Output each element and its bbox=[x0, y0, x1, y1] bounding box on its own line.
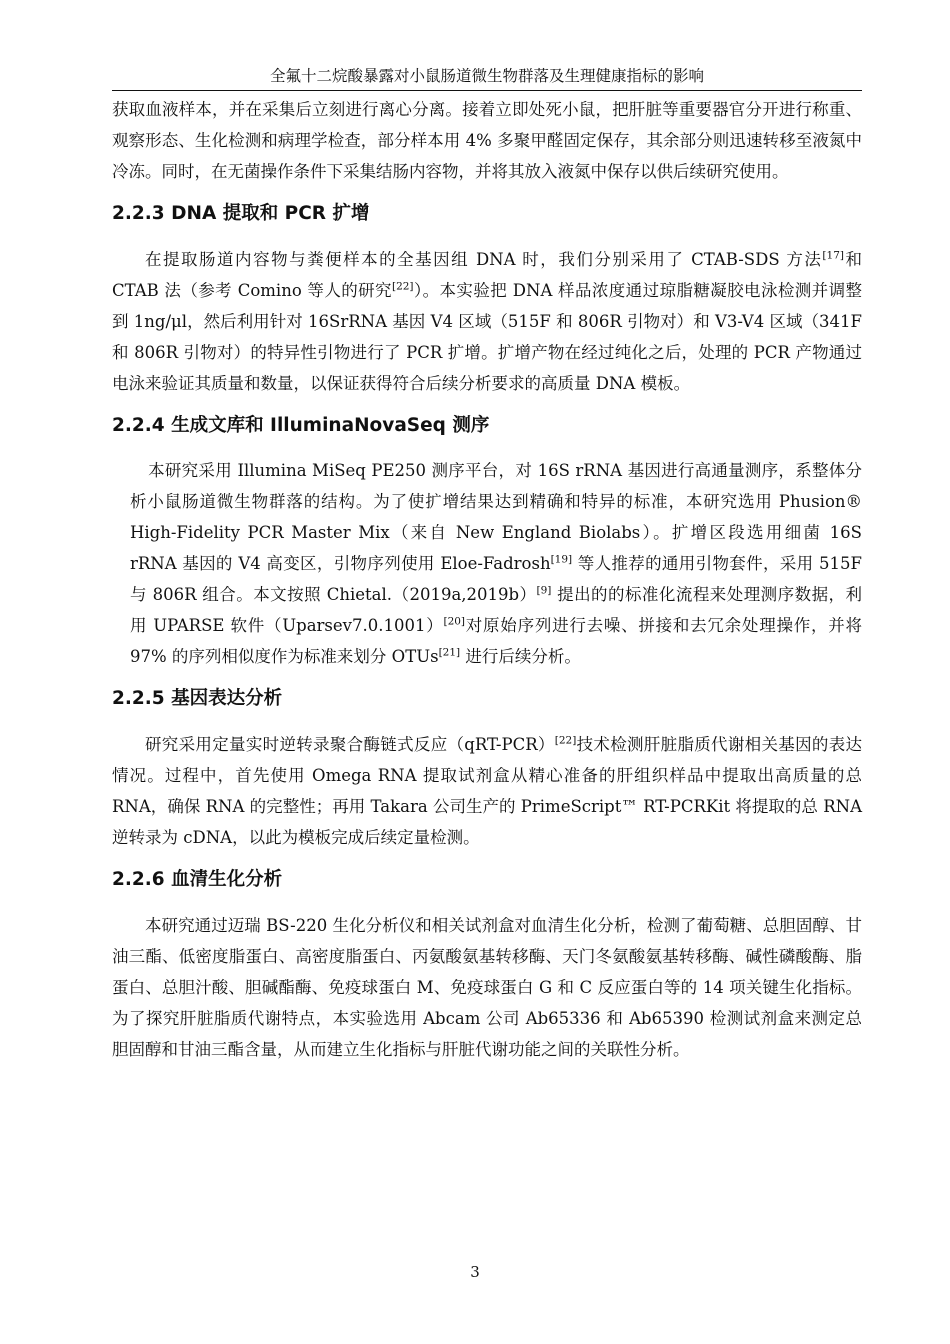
paragraph-serum-biochemistry bbox=[112, 910, 862, 1065]
header-rule bbox=[112, 90, 862, 91]
text-run: 提出的的标准化流程来处理测序数据，利用 UPARSE 软件（Uparsev7.0.1001） bbox=[130, 585, 863, 635]
citation[interactable]: [20] bbox=[443, 615, 466, 628]
text-run: 技术检测肝脏脂质代谢相关基因的表达情况。过程中，首先使用 Omega RNA 提取试剂盒从精心准备的肝组织样品中提取出高质量的总 RNA，确保 RNA 的完整性；再用 Takara 公司生产的 PrimeScript™ RT-PCRKit 将提取的总 RNA 逆转录为 cDNA，以此为模板完成后续定量检测。 bbox=[112, 735, 862, 847]
text-run: 在提取肠道内容物与粪便样本的全基因组 DNA 时，我们分别采用了 CTAB-SDS 方法 bbox=[145, 250, 823, 269]
citation[interactable]: [9] bbox=[536, 584, 552, 597]
text-run: 和 CTAB 法（参考 Comino 等人的研究 bbox=[112, 250, 862, 300]
text-run: 进行后续分析。 bbox=[460, 647, 581, 666]
text-run: 本研究通过迈瑞 BS-220 生化分析仪和相关试剂盒对血清生化分析，检测了葡萄糖、总胆固醇、甘油三酯、低密度脂蛋白、高密度脂蛋白、丙氨酸氨基转移酶、天门冬氨酸氨基转移酶、碱性磷酸酶、脂蛋白、总胆汁酸、胆碱酯酶、免疫球蛋白 M、免疫球蛋白 G 和 C 反应蛋白等的 14 项关键生化指标。为了探究肝脏脂质代谢特点，本实验选用 Abcam 公司 Ab65336 和 Ab65390 检测试剂盒来测定总胆固醇和甘油三酯含量，从而建立生化指标与肝脏代谢功能之间的关联性分析。 bbox=[112, 916, 862, 1059]
paragraph-gene-expression bbox=[112, 729, 862, 853]
running-header: 全氟十二烷酸暴露对小鼠肠道微生物群落及生理健康指标的影响 bbox=[269, 67, 704, 85]
citation[interactable]: [21] bbox=[438, 646, 461, 659]
citation[interactable]: [19] bbox=[550, 553, 573, 566]
section-heading-2-2-5: 2.2.5 基因表达分析 bbox=[112, 688, 283, 709]
citation[interactable]: [17] bbox=[822, 249, 844, 262]
text-run: 等人推荐的通用引物套件，采用 515F 与 806R 组合。本文按照 Chietal.（2019a,2019b） bbox=[130, 554, 863, 604]
text-run: 本研究采用 Illumina MiSeq PE250 测序平台，对 16S rRNA 基因进行高通量测序，系整体分析小鼠肠道微生物群落的结构。为了使扩增结果达到精确和特异的标准，本研究选用 Phusion® High-Fidelity PCR Master Mix（来自 New England Biolabs）。扩增区段选用细菌 16S rRNA 基因的 V4 高变区，引物序列使用 Eloe-Fadrosh bbox=[130, 461, 862, 573]
body-text bbox=[112, 94, 862, 1065]
text-run: 对原始序列进行去噪、拼接和去冗余处理操作，并将 97% 的序列相似度作为标准来划分 OTUs bbox=[130, 616, 862, 666]
section-heading-2-2-6: 2.2.6 血清生化分析 bbox=[112, 869, 283, 890]
paragraph-sequencing bbox=[112, 455, 862, 672]
page-number: 3 bbox=[470, 1263, 480, 1281]
text-run: 研究采用定量实时逆转录聚合酶链式反应（qRT-PCR） bbox=[145, 735, 555, 754]
paragraph-intro: 获取血液样本，并在采集后立刻进行离心分离。接着立即处死小鼠，把肝脏等重要器官分开进行称重、观察形态、生化检测和病理学检查，部分样本用 4% 多聚甲醛固定保存，其余部分则迅速转移至液氮中冷冻。同时，在无菌操作条件下采集结肠内容物，并将其放入液氮中保存以供后续研究使用。 bbox=[112, 100, 862, 181]
section-heading-2-2-3: 2.2.3 DNA 提取和 PCR 扩增 bbox=[112, 203, 370, 224]
paragraph-dna-extraction bbox=[112, 244, 862, 399]
section-heading-2-2-4: 2.2.4 生成文库和 IlluminaNovaSeq 测序 bbox=[112, 415, 490, 436]
citation[interactable]: [22] bbox=[554, 734, 577, 747]
citation[interactable]: [22] bbox=[391, 280, 414, 293]
text-run: ）。本实验把 DNA 样品浓度通过琼脂糖凝胶电泳检测并调整到 1ng/μl，然后利用针对 16SrRNA 基因 V4 区域（515F 和 806R 引物对）和 V3-V4 区域（341F 和 806R 引物对）的特异性引物进行了 PCR 扩增。扩增产物在经过纯化之后，处理的 PCR 产物通过电泳来验证其质量和数量，以保证获得符合后续分析要求的高质量 DNA 模板。 bbox=[112, 281, 863, 393]
